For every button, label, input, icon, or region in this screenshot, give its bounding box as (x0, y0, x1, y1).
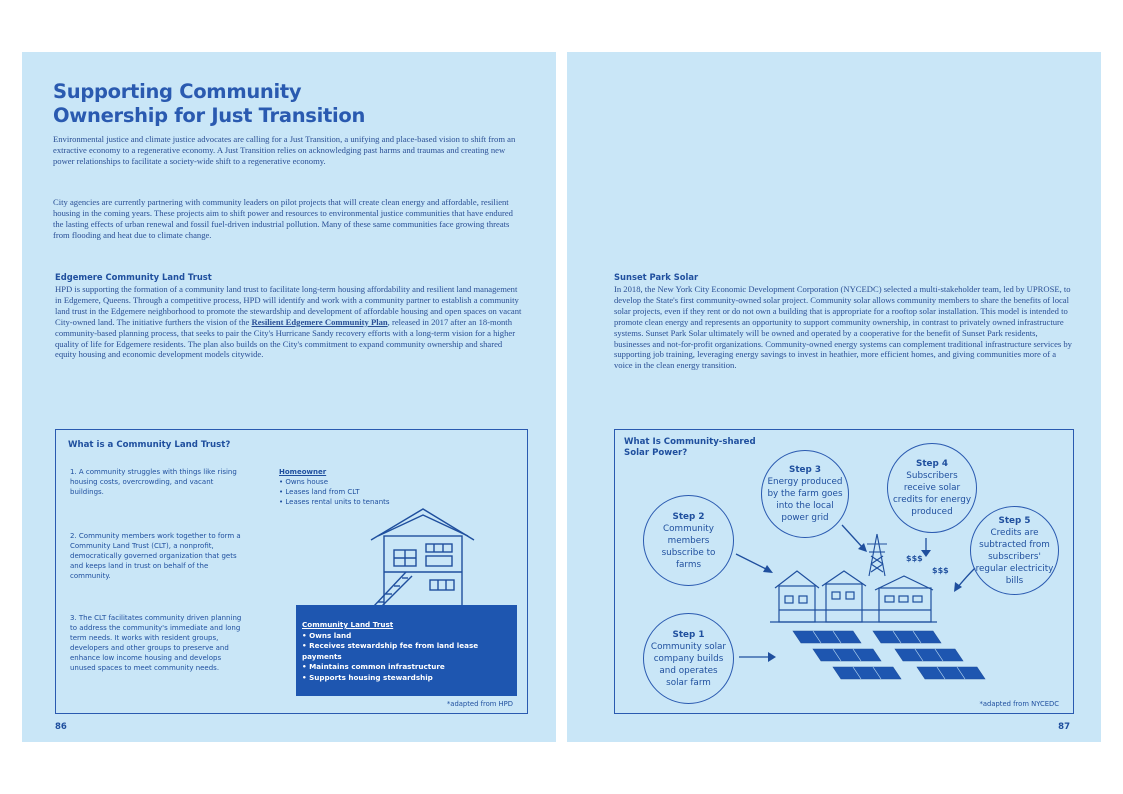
page-number: 87 (1058, 722, 1070, 732)
step-title: Step 4 (916, 459, 948, 469)
clt-legend-item: • Owns land (302, 630, 352, 640)
step-text: Energy produced by the farm goes into the local power grid (767, 477, 843, 523)
hpd-credit: *adapted from HPD (446, 700, 513, 708)
money-label: $$$ (932, 566, 949, 575)
step-title: Step 3 (789, 465, 821, 475)
solar-panels (793, 631, 985, 679)
clt-legend-item: • Maintains common infrastructure (302, 662, 445, 671)
title-line-2: Ownership for Just Transition (53, 104, 366, 127)
step-text: Community members subscribe to farms (661, 523, 716, 570)
clt-step-1: 1. A community struggles with things like rising housing costs, overcrowding, and vacant buildings. (70, 468, 237, 496)
power-pylon (867, 534, 887, 576)
left-page (22, 52, 556, 742)
houses-illustration (770, 571, 937, 622)
solar-infographic-box (614, 429, 1074, 714)
clt-box-title: What is a Community Land Trust? (68, 440, 231, 450)
step-text: Community solar company builds and operates solar farm (650, 641, 727, 688)
step-5-circle (970, 506, 1059, 595)
page-title (53, 80, 473, 128)
nycedc-credit: *adapted from NYCEDC (979, 700, 1059, 708)
resilient-edgemere-plan-link[interactable]: Resilient Edgemere Community Plan (251, 316, 388, 327)
step-3-circle (761, 450, 849, 538)
clt-step-3: 3. The CLT facilitates community driven planning to address the community's immediate and long term needs. It works with resident groups, developers and other groups to preserve and enhance low income housing and develops unused spaces to meet community needs. (70, 614, 242, 672)
step-title: Step 5 (998, 515, 1031, 526)
clt-step-2: 2. Community members work together to form a Community Land Trust (CLT), a nonprofit, democratically governed organization that gets and keeps land in trust on behalf of the community. (70, 532, 241, 580)
clt-legend-heading: Community Land Trust (302, 620, 394, 629)
edgemere-heading: Edgemere Community Land Trust (55, 272, 212, 282)
title-line-1: Supporting Community (53, 80, 302, 103)
money-label: $$$ (906, 554, 923, 563)
homeowner-item: • Owns house (279, 478, 329, 486)
clt-legend-panel (296, 605, 517, 696)
step-4-circle (887, 443, 977, 533)
page-number: 86 (55, 722, 67, 732)
intro-paragraph-1: Environmental justice and climate justice advocates are calling for a Just Transition, a unifying and place-based vision to shift from an extractive economy to a regenerative economy. A Just Transition relies on acknowledging past harms and traumas and creating new power relationships to facilitate a society-wide shift to a regenerative economy. (53, 134, 516, 166)
sunset-park-heading: Sunset Park Solar (614, 272, 699, 282)
edgemere-paragraph: HPD is supporting the formation of a community land trust to facilitate long-term housing affordability and resilient land management in Edgemere, Queens. Through a competitive process, HPD will identify and work with a community partner to establish a community land trust in the Edgemere neighborhood to promote the stewardship and development of affordable housing and open spaces on vacant City-owned land. The initiative furthers the vision of the Resilient Edgemere Community Plan, released in 2017 after an 18-month community-based planning process, that seeks to pair the City's Hurricane Sandy recovery efforts with a long-term vision for a higher quality of life for Edgemere residents. The plan also builds on the City's commitment to expand community ownership and shared equity housing and economic development models citywide. (55, 284, 522, 360)
step-2-circle (643, 495, 734, 586)
step-title: Step 1 (672, 629, 705, 640)
house-illustration (366, 506, 476, 606)
step-text: Subscribers receive solar credits for energy produced (892, 471, 972, 517)
solar-box-title: What Is Community-shared Solar Power? (624, 437, 756, 458)
homeowner-item: • Leases land from CLT (279, 488, 360, 496)
homeowner-item: • Leases rental units to tenants (279, 498, 390, 506)
step-title: Step 2 (672, 511, 705, 522)
homeowner-heading: Homeowner (279, 468, 327, 476)
step-text: Credits are subtracted from subscribers' regular electricity bills (975, 527, 1054, 586)
clt-legend-item: • Supports housing stewardship (302, 672, 433, 682)
clt-infographic-box (55, 429, 528, 714)
right-page (567, 52, 1101, 742)
homeowner-legend (279, 467, 429, 507)
sunset-park-paragraph: In 2018, the New York City Economic Development Corporation (NYCEDC) selected a multi-stakeholder team, led by UPROSE, to develop the State's first community-owned solar project. Community solar allows community members to share the benefits of local solar projects, even if they rent or do not own a building that is appropriate for a rooftop solar installation. This model is intended to promote clean energy and represents an opportunity to support community ownership, in contrast to privately owned infrastructure systems. Sunset Park Solar ultimately will be owned and operated by a cooperative for the benefit of Sunset Park residents, businesses and not-for-profit organizations. Community-owned energy systems can complement traditional infrastructure services by supporting job training, leveraging energy savings to invest in heathier, more efficient homes, and giving communities more of a voice in the clean energy transition. (614, 284, 1072, 371)
intro-paragraph-2: City agencies are currently partnering with community leaders on pilot projects that will create clean energy and affordable, resilient housing in the coming years. These projects aim to shift power and resources to environmental justice communities that have endured the lasting effects of urban renewal and fossil fuel-driven industrial pollution. Many of these same communities face growing threats from flooding and heat due to climate change. (53, 197, 513, 240)
step-1-circle (643, 613, 734, 704)
clt-legend-item: • Receives stewardship fee from land lease payments (302, 641, 479, 661)
